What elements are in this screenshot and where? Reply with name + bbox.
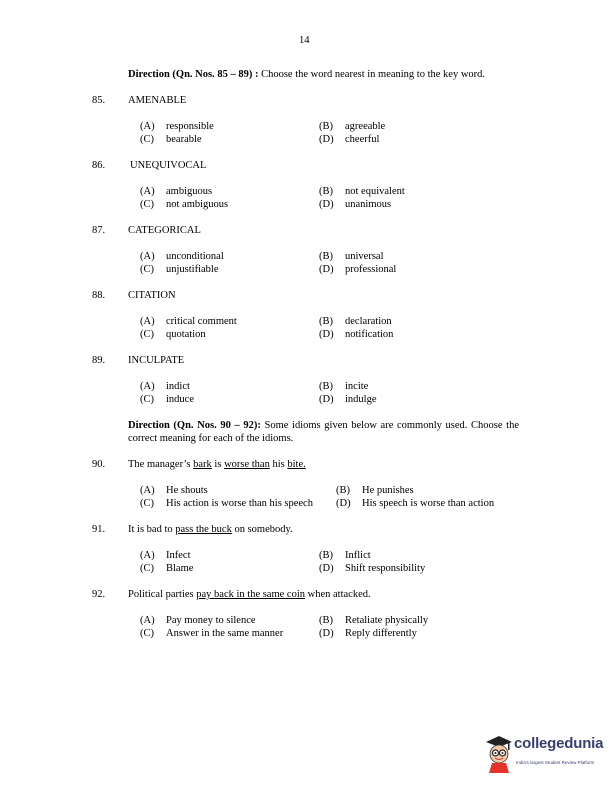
idiom-underlined: worse than xyxy=(224,459,270,470)
question-number: 88. xyxy=(92,290,106,301)
option-b: (B) incite xyxy=(319,381,369,392)
option-d: (D) Shift responsibility xyxy=(319,563,426,574)
collegedunia-watermark xyxy=(484,732,608,776)
option-c: (C) unjustifiable xyxy=(140,264,219,275)
option-b: (B) not equivalent xyxy=(319,186,405,197)
option-c: (C) quotation xyxy=(140,329,206,340)
option-c: (C) not ambiguous xyxy=(140,199,229,210)
watermark-tagline: India's largest Student Review Platform xyxy=(516,760,595,765)
option-a: (A) indict xyxy=(140,381,190,392)
option-b: (B) universal xyxy=(319,251,384,262)
idiom-sentence: It is bad to pass the buck on somebody. xyxy=(128,524,293,535)
question-number: 92. xyxy=(92,589,106,600)
option-c: (C) induce xyxy=(140,394,194,405)
idiom-underlined: bark xyxy=(193,459,212,470)
option-d: (D) indulge xyxy=(319,394,377,405)
direction-label: Direction (Qn. Nos. 85 – 89) : xyxy=(128,69,259,80)
option-b: (B) declaration xyxy=(319,316,392,327)
option-b: (B) Retaliate physically xyxy=(319,615,429,626)
option-a: (A) responsible xyxy=(140,121,214,132)
option-d: (D) His speech is worse than action xyxy=(336,498,495,509)
question-number: 87. xyxy=(92,225,106,236)
option-d: (D) unanimous xyxy=(319,199,392,210)
idiom-sentence: The manager’s bark is worse than his bite. xyxy=(128,459,306,470)
direction-85-89 xyxy=(128,68,485,81)
option-c: (C) bearable xyxy=(140,134,202,145)
option-b: (B) Inflict xyxy=(319,550,371,561)
question-number: 89. xyxy=(92,355,106,366)
idiom-sentence: Political parties pay back in the same coin when attacked. xyxy=(128,589,371,600)
option-d: (D) Reply differently xyxy=(319,628,417,639)
question-number: 91. xyxy=(92,524,106,535)
key-word: UNEQUIVOCAL xyxy=(130,160,207,171)
option-d: (D) professional xyxy=(319,264,397,275)
idiom-underlined: bite. xyxy=(287,459,306,470)
direction-label: Direction (Qn. Nos. 90 – 92): xyxy=(128,420,261,431)
option-a: (A) He shouts xyxy=(140,485,208,496)
page-number: 14 xyxy=(299,35,310,46)
question-number: 90. xyxy=(92,459,106,470)
mascot-icon xyxy=(484,732,514,774)
watermark-name: collegedunia xyxy=(514,735,604,752)
option-b: (B) He punishes xyxy=(336,485,414,496)
key-word: CATEGORICAL xyxy=(128,225,201,236)
key-word: INCULPATE xyxy=(128,355,185,366)
option-a: (A) critical comment xyxy=(140,316,237,327)
option-a: (A) Infect xyxy=(140,550,191,561)
direction-text: Some idioms given below are commonly used. Choose the correct meaning for each of the idioms. xyxy=(128,420,519,444)
key-word: CITATION xyxy=(128,290,176,301)
direction-90-92 xyxy=(128,419,519,445)
question-number: 86. xyxy=(92,160,106,171)
option-c: (C) His action is worse than his speech xyxy=(140,498,313,509)
option-b: (B) agreeable xyxy=(319,121,386,132)
direction-text: Choose the word nearest in meaning to the key word. xyxy=(258,69,486,80)
option-a: (A) unconditional xyxy=(140,251,224,262)
option-d: (D) cheerful xyxy=(319,134,380,145)
option-c: (C) Blame xyxy=(140,563,194,574)
option-c: (C) Answer in the same manner xyxy=(140,628,284,639)
option-d: (D) notification xyxy=(319,329,394,340)
idiom-underlined: pay back in the same coin xyxy=(196,589,306,600)
option-a: (A) ambiguous xyxy=(140,186,213,197)
idiom-underlined: pass the buck xyxy=(175,524,232,535)
key-word: AMENABLE xyxy=(128,95,187,106)
option-a: (A) Pay money to silence xyxy=(140,615,256,626)
question-number: 85. xyxy=(92,95,106,106)
